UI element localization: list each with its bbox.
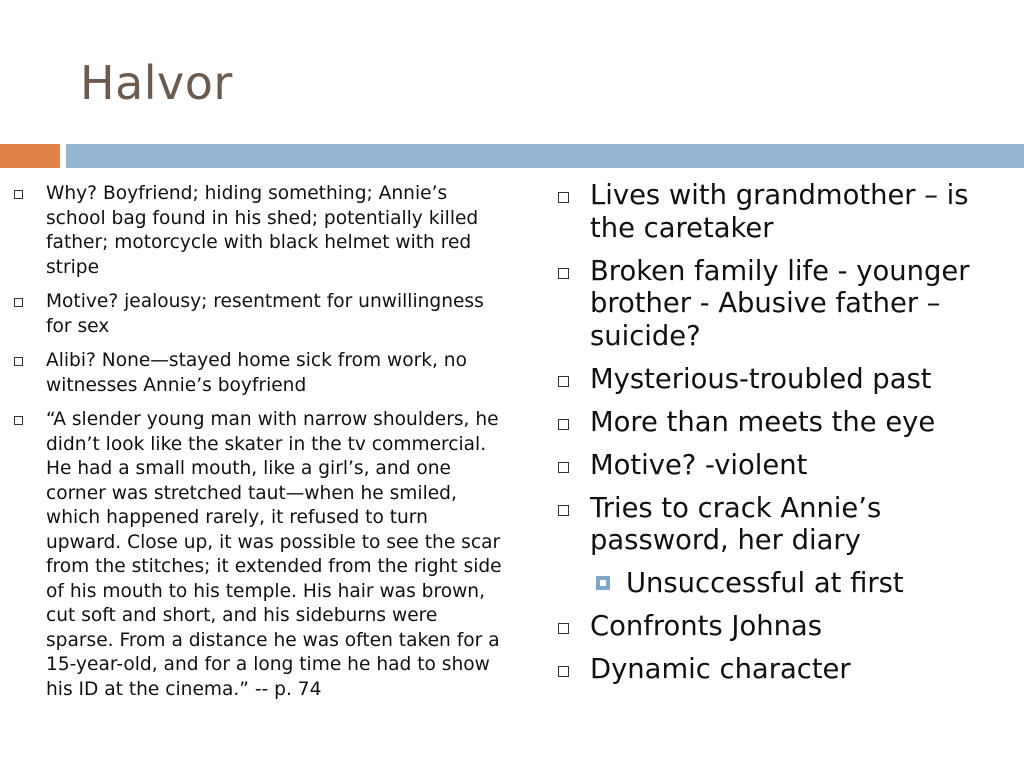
list-item-text: Alibi? None—stayed home sick from work, no witnesses Annie’s boyfriend [46, 350, 467, 396]
square-outline-icon [558, 462, 569, 473]
list-item [12, 349, 502, 398]
accent-bar-orange [0, 144, 60, 168]
square-outline-icon [558, 666, 569, 677]
list-item-text: Broken family life - younger brother - Abusive father – suicide? [590, 255, 970, 352]
list-item-text: Motive? jealousy; resentment for unwillingness for sex [46, 291, 484, 337]
list-item [12, 408, 502, 702]
slide-title: Halvor [80, 56, 233, 110]
square-outline-icon [558, 376, 569, 387]
list-item-text: Motive? -violent [590, 449, 808, 481]
list-item [556, 364, 1016, 397]
list-item-text: Why? Boyfriend; hiding something; Annie’s school bag found in his shed; potentially killed father; motorcycle with black helmet with red stripe [46, 183, 479, 278]
square-outline-icon [558, 419, 569, 430]
list-item [556, 180, 1016, 245]
list-item [556, 654, 1016, 687]
square-outline-icon [14, 357, 23, 366]
list-item [12, 182, 502, 280]
list-item [556, 450, 1016, 483]
list-item [556, 407, 1016, 440]
list-item [556, 256, 1016, 354]
list-item-text: More than meets the eye [590, 406, 936, 438]
list-item-text: Unsuccessful at first [626, 568, 904, 599]
list-item-text: Tries to crack Annie’s password, her diary [590, 492, 882, 556]
right-bullet-list [556, 180, 1016, 697]
square-outline-icon [14, 416, 23, 425]
square-outline-icon [558, 268, 569, 279]
list-item [556, 611, 1016, 644]
list-item [556, 493, 1016, 558]
square-outline-icon [558, 505, 569, 516]
list-item-text: Mysterious-troubled past [590, 363, 932, 395]
list-item [12, 290, 502, 339]
square-outline-icon [14, 190, 23, 199]
square-outline-icon [558, 192, 569, 203]
square-outline-icon [558, 623, 569, 634]
list-item-text: Confronts Johnas [590, 611, 822, 642]
filled-square-icon [596, 576, 610, 590]
accent-bar-blue [66, 144, 1024, 168]
square-outline-icon [14, 298, 23, 307]
list-item-text: Lives with grandmother – is the caretaker [590, 180, 969, 244]
list-item-text: Dynamic character [590, 654, 851, 685]
list-item-text: “A slender young man with narrow shoulders, he didn’t look like the skater in the tv commercial. He had a small mouth, like a girl’s, and one corner was stretched taut—when he smiled, which happened rarely, it refused to turn upward. Close up, it was possible to see the scar from the stitches; it extended from the right side of his mouth to his temple. His hair was brown, cut soft and short, and his sideburns were sparse. From a distance he was often taken for a 15-year-old, and for a long time he had to show his ID at the cinema.” -- p. 74 [46, 409, 502, 700]
left-bullet-list [12, 182, 502, 712]
sub-list-item [556, 568, 1016, 601]
